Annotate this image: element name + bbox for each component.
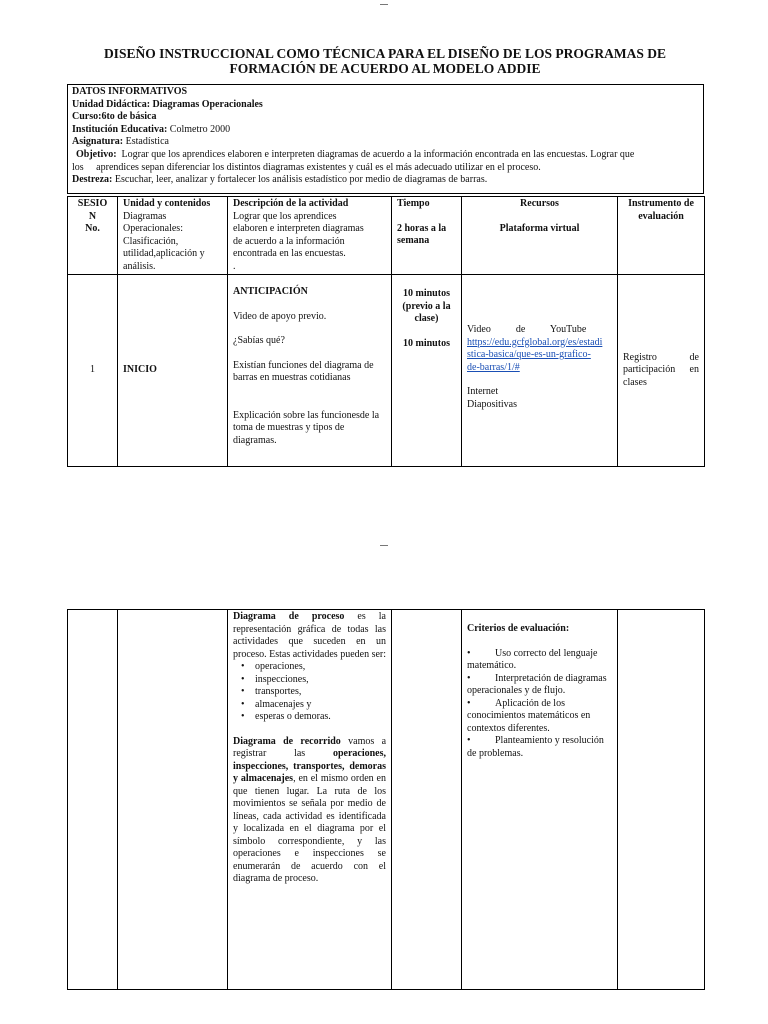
session-number: 1 (68, 275, 118, 467)
session-row-1 (68, 275, 705, 467)
recorrido-text-1: vamos a registrar las (233, 735, 387, 759)
unidad-didactica: Unidad Didáctica: Diagramas Operacionales (72, 98, 263, 110)
session-table (67, 196, 705, 467)
tiempo-previo: 10 minutos (previo a la clase) (402, 288, 451, 324)
destreza-value: Escuchar, leer, analizar y fortalecer los análisis estadístico por medio de diagramas de barras. (112, 174, 488, 186)
objetivo-label: Objetivo: (76, 148, 117, 160)
header-descripcion-content: Lograr que los aprendices elaboren e interpreten diagramas de acuerdo a la información encontrada en las encuestas. . (233, 210, 364, 272)
session-phase: INICIO (118, 275, 228, 467)
session-row-continued (68, 610, 705, 990)
title-line-2: FORMACIÓN DE ACUERDO AL MODELO ADDIE (229, 61, 541, 76)
header-tiempo-label: Tiempo (397, 198, 430, 209)
header-descripcion-label: Descripción de la actividad (233, 198, 349, 209)
header-instrumento-label: Instrumento de evaluación (618, 197, 705, 275)
explicacion-text: Explicación sobre las funcionesde la toma de muestras y tipos de diagramas. (233, 409, 380, 446)
document-title (70, 46, 700, 76)
link-line-1: https://edu.gcfglobal.org/es/estadi (467, 336, 603, 348)
process-activity-list (241, 661, 386, 724)
empty-cell-unidad (118, 610, 228, 990)
empty-cell-tiempo (392, 610, 462, 990)
tiempo-clase: 10 minutos (403, 337, 450, 349)
list-item: • almacenajes y (241, 699, 386, 712)
institucion-value: Colmetro 2000 (167, 123, 231, 135)
recurso-internet: Internet (467, 386, 499, 397)
header-unidad-label: Unidad y contenidos (123, 198, 211, 209)
list-item: • transportes, (241, 686, 386, 699)
title-line-1: DISEÑO INSTRUCCIONAL COMO TÉCNICA PARA EL DISEÑO DE LOS PROGRAMAS DE (103, 46, 667, 61)
institucion-label: Institución Educativa: (72, 123, 168, 135)
video-previo: Video de apoyo previo. (233, 310, 327, 322)
session-table-continued (67, 609, 705, 990)
page-break-mark (380, 545, 388, 546)
criterio-item: • Planteamiento y resolución de problemas. (467, 735, 604, 759)
existian-text: Existían funciones del diagrama de barras en muestras cotidianas (233, 359, 374, 383)
header-tiempo-content: 2 horas a la semana (397, 222, 447, 246)
header-recursos-content: Plataforma virtual (499, 222, 580, 234)
asignatura-value: Estadística (123, 136, 169, 148)
destreza-label: Destreza: (72, 174, 113, 186)
link-line-3: de-barras/1/# (467, 361, 520, 373)
empty-cell-instrumento (618, 610, 705, 990)
header-unidad-content: Diagramas Operacionales: Clasificación, utilidad,aplicación y análisis. (123, 210, 205, 272)
page-top-mark (380, 4, 388, 5)
recorrido-bold: operaciones, inspecciones, transportes, demoras y almacenajes (233, 748, 386, 784)
sabias-que: ¿Sabías qué? (233, 335, 285, 346)
instrumento-registro: Registro de participación en clases (618, 275, 705, 467)
recorrido-text-2: , en el mismo orden en que tienen lugar. La ruta de los movimientos se señala por medio de líneas, cada actividad es identificada y localizada en el diagrama por el símbolo correspondiente, y las operaciones e inspecciones se enumerarán de acuerdo con el diagrama de proceso. (233, 773, 386, 884)
diagrama-proceso-label: Diagrama de proceso (233, 611, 345, 622)
empty-cell-sesion (68, 610, 118, 990)
list-item: • inspecciones, (241, 674, 386, 687)
criterio-item: • Interpretación de diagramas operacionales y de flujo. (467, 672, 607, 696)
header-recursos-label: Recursos (520, 198, 559, 209)
diagrama-proceso-text: es la representación gráfica de todas las actividades que suceden en un proceso. Estas actividades pueden ser: (233, 611, 387, 660)
datos-heading: DATOS INFORMATIVOS (72, 86, 188, 97)
criterios-heading: Criterios de evaluación: (467, 623, 570, 634)
objetivo-line-1: Lograr que los aprendices elaboren e interpreten diagramas de acuerdo a la información encontrada en las encuestas. Lograr que (116, 148, 635, 160)
criterio-item: • Aplicación de los conocimientos matemáticos en contextos diferentes. (467, 697, 591, 734)
recurso-diapositivas: Diapositivas (467, 398, 517, 410)
datos-informativos-box (67, 84, 704, 194)
asignatura-label: Asignatura: (72, 136, 124, 148)
list-item: • operaciones, (241, 661, 386, 674)
criterio-item: • Uso correcto del lenguaje matemático. (467, 647, 598, 671)
youtube-link[interactable] (467, 337, 612, 375)
list-item: • esperas o demoras. (241, 711, 386, 724)
table-header-row (68, 197, 705, 275)
anticipacion-heading: ANTICIPACIÓN (233, 286, 308, 297)
curso: Curso:6to de básica (72, 111, 157, 123)
objetivo-line-2: los aprendices sepan diferenciar los distintos diagramas existentes y cuál es el más adecuado utilizar en el proceso. (72, 161, 541, 173)
recurso-video: Video de YouTube (467, 324, 587, 335)
header-sesion: SESIO N No. (68, 197, 118, 275)
link-line-2: stica-basica/que-es-un-grafico- (467, 349, 591, 360)
diagrama-recorrido-label: Diagrama de recorrido (233, 735, 341, 747)
